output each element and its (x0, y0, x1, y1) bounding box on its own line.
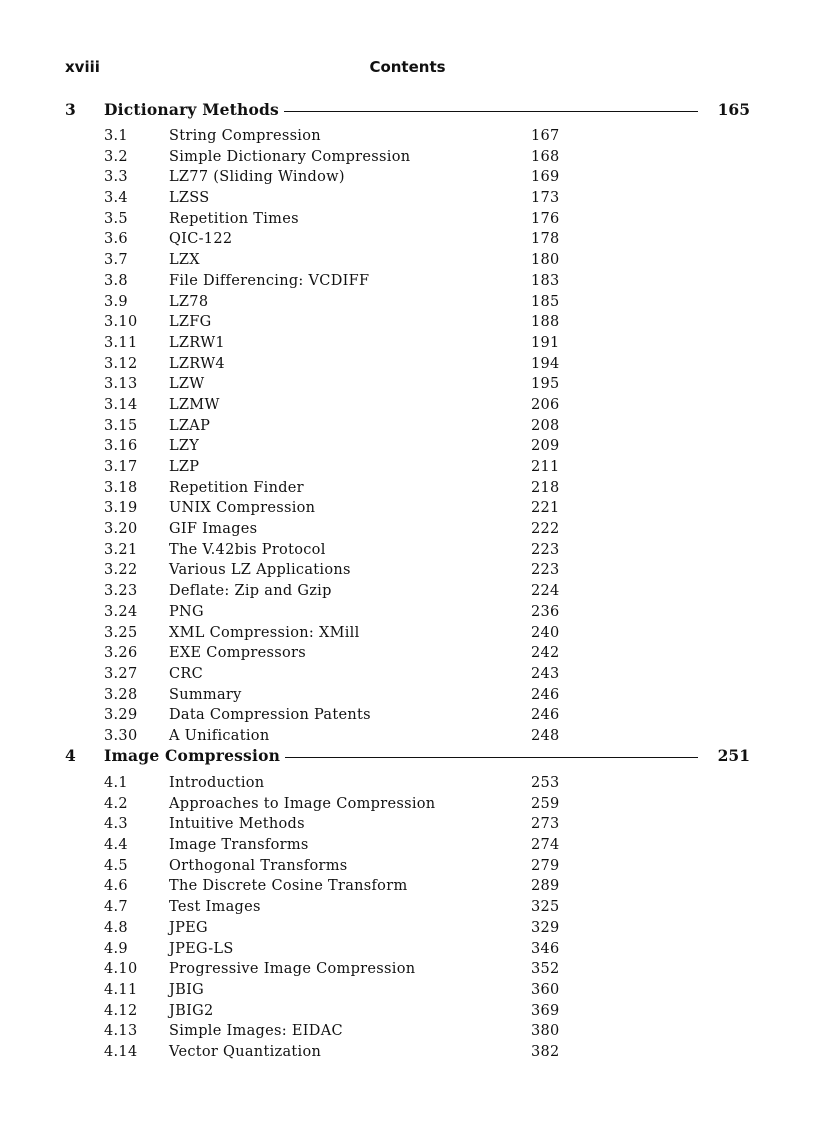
toc-entry[interactable] (104, 980, 574, 1001)
section-title: String Compression (169, 128, 321, 144)
toc-entry[interactable] (104, 581, 574, 602)
section-title: LZSS (169, 190, 210, 207)
toc-entry[interactable] (104, 939, 574, 960)
section-number: 4.12 (104, 1002, 138, 1019)
section-number: 3.9 (104, 293, 128, 310)
section-number: 3.13 (104, 376, 138, 393)
section-title: Approaches to Image Compression (169, 795, 436, 812)
toc-entry[interactable] (104, 835, 574, 856)
section-page: 206 (531, 396, 560, 413)
section-list (104, 126, 574, 747)
section-page: 178 (531, 231, 560, 248)
section-title: LZ77 (Sliding Window) (169, 169, 345, 186)
toc-entry[interactable] (104, 188, 574, 209)
toc-entry[interactable] (104, 209, 574, 230)
toc-entry[interactable] (104, 416, 574, 437)
section-number: 3.1 (104, 128, 128, 144)
section-title: Deflate: Zip and Gzip (169, 583, 332, 600)
section-page: 191 (531, 334, 560, 351)
section-page: 183 (531, 272, 560, 289)
section-page: 240 (531, 624, 560, 641)
section-title: UNIX Compression (169, 500, 316, 517)
section-page: 352 (531, 961, 560, 978)
section-page: 218 (531, 479, 560, 496)
toc-entry[interactable] (104, 457, 574, 478)
section-number: 4.4 (104, 837, 128, 854)
chapter-number: 3 (65, 100, 76, 119)
section-page: 246 (531, 707, 560, 724)
section-number: 4.8 (104, 919, 128, 936)
section-page: 253 (531, 775, 560, 791)
section-title: JPEG-LS (169, 940, 234, 957)
toc-entry[interactable] (104, 271, 574, 292)
section-number: 4.14 (104, 1043, 138, 1060)
toc-entry[interactable] (104, 498, 574, 519)
section-number: 3.10 (104, 314, 138, 331)
leader-rule (284, 111, 698, 112)
chapter-heading[interactable] (65, 746, 750, 768)
section-page: 289 (531, 878, 560, 895)
toc-entry[interactable] (104, 876, 574, 897)
section-number: 3.28 (104, 686, 138, 703)
section-page: 380 (531, 1023, 560, 1040)
section-page: 180 (531, 252, 560, 269)
section-title: LZ78 (169, 293, 209, 310)
toc-entry[interactable] (104, 664, 574, 685)
toc-entry[interactable] (104, 1001, 574, 1022)
section-page: 222 (531, 521, 560, 538)
section-page: 169 (531, 169, 560, 186)
section-title: LZMW (169, 396, 220, 413)
section-page: 176 (531, 210, 560, 227)
section-title: LZFG (169, 314, 212, 331)
section-page: 209 (531, 438, 560, 455)
section-number: 3.24 (104, 603, 138, 620)
section-number: 4.11 (104, 981, 138, 998)
section-number: 4.3 (104, 816, 128, 833)
section-number: 3.16 (104, 438, 138, 455)
section-title: XML Compression: XMill (169, 624, 360, 641)
section-page: 173 (531, 190, 560, 207)
toc-entry[interactable] (104, 814, 574, 835)
section-number: 3.11 (104, 334, 138, 351)
section-number: 4.10 (104, 961, 138, 978)
section-number: 3.18 (104, 479, 138, 496)
section-title: JPEG (169, 919, 208, 936)
section-page: 236 (531, 603, 560, 620)
section-number: 3.21 (104, 541, 138, 558)
section-number: 3.19 (104, 500, 138, 517)
section-page: 223 (531, 541, 560, 558)
toc-entry[interactable] (104, 560, 574, 581)
section-number: 3.22 (104, 562, 138, 579)
toc-entry[interactable] (104, 794, 574, 815)
section-page: 325 (531, 899, 560, 916)
toc-entry[interactable] (104, 1042, 574, 1063)
section-number: 3.2 (104, 148, 128, 165)
toc-entry[interactable] (104, 685, 574, 706)
toc-entry[interactable] (104, 856, 574, 877)
section-title: Simple Images: EIDAC (169, 1023, 343, 1040)
section-title: JBIG (169, 981, 204, 998)
section-title: A Unification (169, 727, 270, 744)
section-page: 248 (531, 727, 560, 744)
section-title: Data Compression Patents (169, 707, 371, 724)
section-number: 3.25 (104, 624, 138, 641)
toc-entry[interactable] (104, 773, 574, 794)
section-page: 242 (531, 645, 560, 662)
section-page: 279 (531, 857, 560, 874)
section-title: LZW (169, 376, 205, 393)
section-title: CRC (169, 665, 204, 682)
leader-rule (285, 757, 698, 758)
toc-entry[interactable] (104, 395, 574, 416)
chapter-number: 4 (65, 746, 76, 765)
chapter-page: 251 (717, 746, 750, 765)
section-page: 188 (531, 314, 560, 331)
toc-entry[interactable] (104, 333, 574, 354)
section-number: 4.13 (104, 1023, 138, 1040)
section-page: 369 (531, 1002, 560, 1019)
section-number: 4.7 (104, 899, 128, 916)
section-number: 3.4 (104, 190, 128, 207)
section-page: 194 (531, 355, 560, 372)
toc-entry[interactable] (104, 126, 574, 147)
section-number: 4.6 (104, 878, 128, 895)
toc-entry[interactable] (104, 374, 574, 395)
chapter-page: 165 (717, 100, 750, 119)
section-title: Orthogonal Transforms (169, 857, 348, 874)
section-title: JBIG2 (169, 1002, 214, 1019)
section-title: Vector Quantization (169, 1043, 322, 1060)
section-number: 3.23 (104, 583, 138, 600)
section-title: The Discrete Cosine Transform (169, 878, 408, 895)
section-page: 167 (531, 128, 560, 144)
section-page: 382 (531, 1043, 560, 1060)
section-number: 3.5 (104, 210, 128, 227)
toc-entry[interactable] (104, 436, 574, 457)
section-title: LZY (169, 438, 200, 455)
section-title: Introduction (169, 775, 265, 791)
section-number: 3.3 (104, 169, 128, 186)
toc-entry[interactable] (104, 519, 574, 540)
toc-entry[interactable] (104, 167, 574, 188)
section-number: 3.30 (104, 727, 138, 744)
toc-entry[interactable] (104, 643, 574, 664)
toc-entry[interactable] (104, 705, 574, 726)
toc-entry[interactable] (104, 540, 574, 561)
section-number: 3.6 (104, 231, 128, 248)
section-number: 3.14 (104, 396, 138, 413)
section-list (104, 773, 574, 1063)
section-title: Repetition Finder (169, 479, 304, 496)
chapter-title: Image Compression (104, 746, 281, 765)
section-page: 211 (531, 459, 560, 475)
section-number: 3.12 (104, 355, 138, 372)
section-title: PNG (169, 603, 204, 620)
section-title: QIC-122 (169, 231, 233, 248)
section-page: 195 (531, 376, 560, 393)
section-title: Intuitive Methods (169, 816, 305, 833)
section-title: File Differencing: VCDIFF (169, 272, 370, 289)
toc-entry[interactable] (104, 292, 574, 313)
toc-entry[interactable] (104, 354, 574, 375)
toc-entry[interactable] (104, 897, 574, 918)
toc-entry[interactable] (104, 250, 574, 271)
toc-entry[interactable] (104, 726, 574, 747)
section-number: 3.7 (104, 252, 128, 269)
section-number: 3.26 (104, 645, 138, 662)
section-title: Progressive Image Compression (169, 961, 416, 978)
section-page: 246 (531, 686, 560, 703)
section-title: Simple Dictionary Compression (169, 148, 411, 165)
section-title: Various LZ Applications (169, 562, 351, 579)
toc-entry[interactable] (104, 602, 574, 623)
section-title: EXE Compressors (169, 645, 306, 662)
section-page: 243 (531, 665, 560, 682)
section-title: LZRW1 (169, 334, 225, 351)
toc-entry[interactable] (104, 959, 574, 980)
toc-entry[interactable] (104, 312, 574, 333)
section-page: 185 (531, 293, 560, 310)
chapter-heading[interactable] (65, 100, 750, 122)
section-title: LZAP (169, 417, 211, 434)
section-page: 329 (531, 919, 560, 936)
section-title: Summary (169, 686, 242, 703)
section-title: LZRW4 (169, 355, 225, 372)
section-page: 208 (531, 417, 560, 434)
section-number: 3.17 (104, 459, 138, 475)
section-title: LZX (169, 252, 200, 269)
toc-entry[interactable] (104, 478, 574, 499)
section-page: 346 (531, 940, 560, 957)
chapter-title: Dictionary Methods (104, 100, 279, 119)
section-page: 221 (531, 500, 560, 517)
toc-entry[interactable] (104, 229, 574, 250)
toc-entry[interactable] (104, 147, 574, 168)
section-number: 3.29 (104, 707, 138, 724)
toc-entry[interactable] (104, 1021, 574, 1042)
section-title: The V.42bis Protocol (169, 541, 326, 558)
section-title: GIF Images (169, 521, 258, 538)
section-number: 3.27 (104, 665, 138, 682)
section-number: 4.1 (104, 775, 128, 791)
section-page: 168 (531, 148, 560, 165)
page-header (65, 58, 750, 80)
section-number: 3.15 (104, 417, 138, 434)
section-page: 274 (531, 837, 560, 854)
toc-entry[interactable] (104, 623, 574, 644)
section-page: 273 (531, 816, 560, 833)
section-number: 3.20 (104, 521, 138, 538)
section-number: 3.8 (104, 272, 128, 289)
section-page: 223 (531, 562, 560, 579)
section-title: Repetition Times (169, 210, 299, 227)
section-page: 224 (531, 583, 560, 600)
section-title: LZP (169, 459, 200, 475)
section-number: 4.5 (104, 857, 128, 874)
running-head: Contents (369, 58, 446, 76)
section-title: Test Images (169, 899, 261, 916)
toc-entry[interactable] (104, 918, 574, 939)
section-page: 360 (531, 981, 560, 998)
section-page: 259 (531, 795, 560, 812)
section-number: 4.2 (104, 795, 128, 812)
section-number: 4.9 (104, 940, 128, 957)
section-title: Image Transforms (169, 837, 309, 854)
page-number: xviii (65, 58, 100, 76)
